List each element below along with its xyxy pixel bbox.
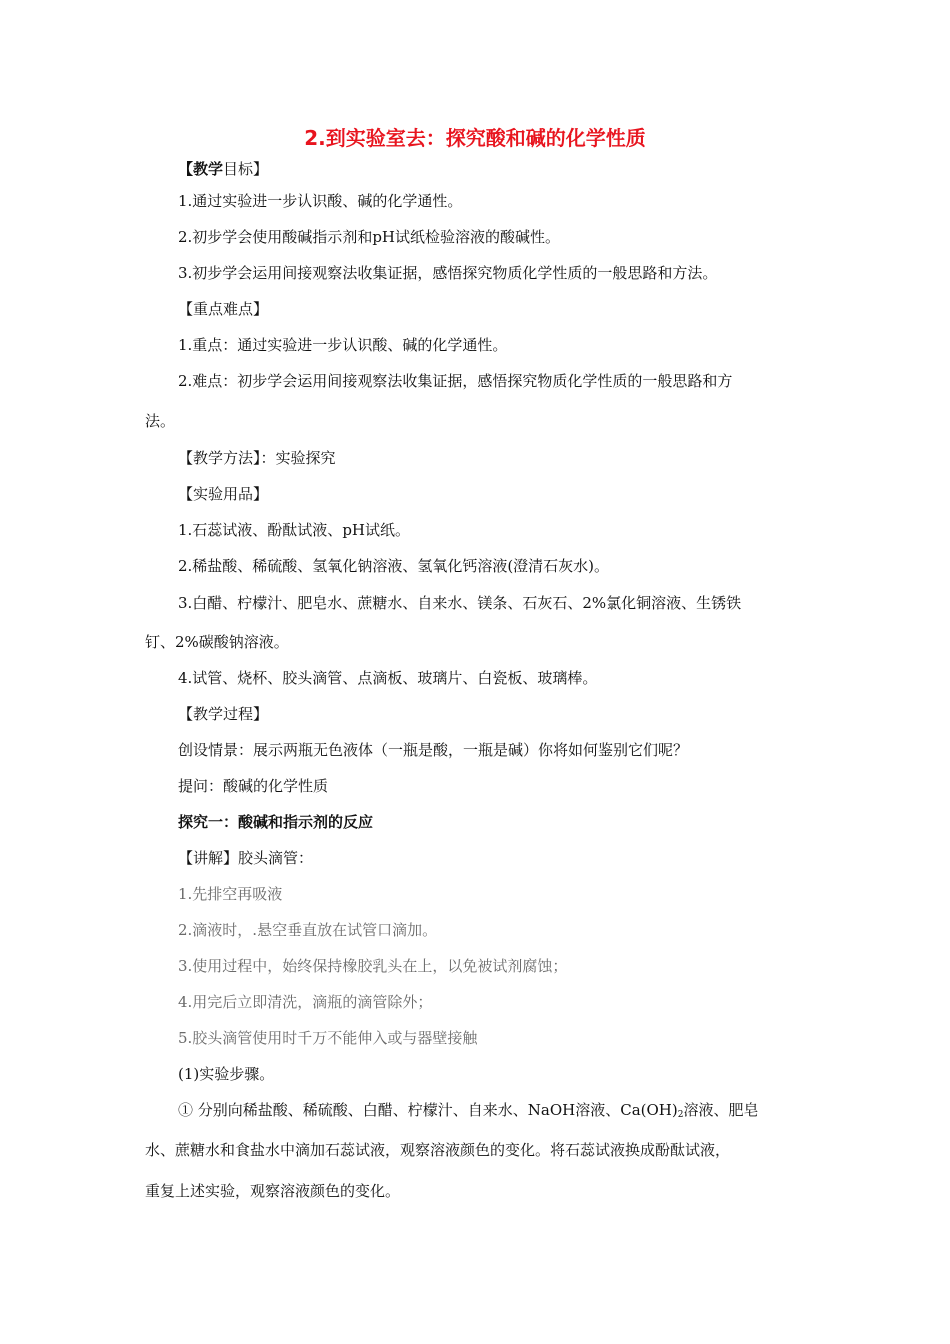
process-heading: 【教学过程】: [178, 705, 269, 723]
material-item: 1.石蕊试液、酚酞试液、pH试纸。: [178, 521, 410, 539]
objective-item: 1.通过实验进一步认识酸、碱的化学通性。: [178, 192, 463, 210]
material-item-continued: 钉、2%碳酸钠溶液。: [145, 633, 289, 651]
objective-item: 2.初步学会使用酸碱指示剂和pH试纸检验溶液的酸碱性。: [178, 228, 560, 246]
objectives-heading-rest: 目标】: [223, 160, 269, 178]
page-title: 2.到实验室去：探究酸和碱的化学性质: [304, 126, 646, 150]
dropper-tip: 3.使用过程中，始终保持橡胶乳头在上，以免被试剂腐蚀；: [178, 957, 568, 975]
material-item: 4.试管、烧杯、胶头滴管、点滴板、玻璃片、白瓷板、玻璃棒。: [178, 669, 598, 687]
scenario-text: 创设情景：展示两瓶无色液体（一瓶是酸，一瓶是碱）你将如何鉴别它们呢？: [178, 741, 689, 759]
step-text-a: ① 分别向稀盐酸、稀硫酸、白醋、柠檬汁、自来水、NaOH溶液、Ca(OH): [178, 1101, 678, 1119]
method-heading: 【教学方法】：实验探究: [178, 449, 336, 467]
dropper-tip: 4.用完后立即清洗，滴瓶的滴管除外；: [178, 993, 433, 1011]
objective-item: 3.初步学会运用间接观察法收集证据，感悟探究物质化学性质的一般思路和方法。: [178, 264, 718, 282]
step-paragraph-line: [178, 1099, 758, 1126]
dropper-tip: 5.胶头滴管使用时千万不能伸入或与器壁接触: [178, 1029, 478, 1047]
keypoint-item: 1.重点：通过实验进一步认识酸、碱的化学通性。: [178, 336, 508, 354]
material-item: 2.稀盐酸、稀硫酸、氢氧化钠溶液、氢氧化钙溶液(澄清石灰水)。: [178, 557, 610, 575]
step-text-b: 溶液、肥皂: [683, 1101, 759, 1119]
material-item: 3.白醋、柠檬汁、肥皂水、蔗糖水、自来水、镁条、石灰石、2%氯化铜溶液、生锈铁: [178, 594, 742, 612]
steps-heading: (1)实验步骤。: [178, 1065, 275, 1083]
step-paragraph-line: 水、蔗糖水和食盐水中滴加石蕊试液，观察溶液颜色的变化。将石蕊试液换成酚酞试液，: [145, 1141, 731, 1159]
objectives-heading: [178, 158, 268, 180]
inquiry-heading: 探究一：酸碱和指示剂的反应: [178, 813, 374, 831]
explain-heading: 【讲解】胶头滴管：: [178, 849, 314, 867]
dropper-tip: 1.先排空再吸液: [178, 885, 283, 903]
keypoint-item-continued: 法。: [145, 412, 176, 430]
keypoints-heading: 【重点难点】: [178, 300, 269, 318]
materials-heading: 【实验用品】: [178, 485, 269, 503]
dropper-tip: 2.滴液时，.悬空垂直放在试管口滴加。: [178, 921, 438, 939]
keypoint-item: 2.难点：初步学会运用间接观察法收集证据，感悟探究物质化学性质的一般思路和方: [178, 372, 733, 390]
step-paragraph-line: 重复上述实验，观察溶液颜色的变化。: [145, 1182, 401, 1200]
objectives-heading-bold: 【教学: [178, 160, 224, 178]
question-text: 提问：酸碱的化学性质: [178, 777, 329, 795]
subscript: 2: [677, 1110, 684, 1120]
